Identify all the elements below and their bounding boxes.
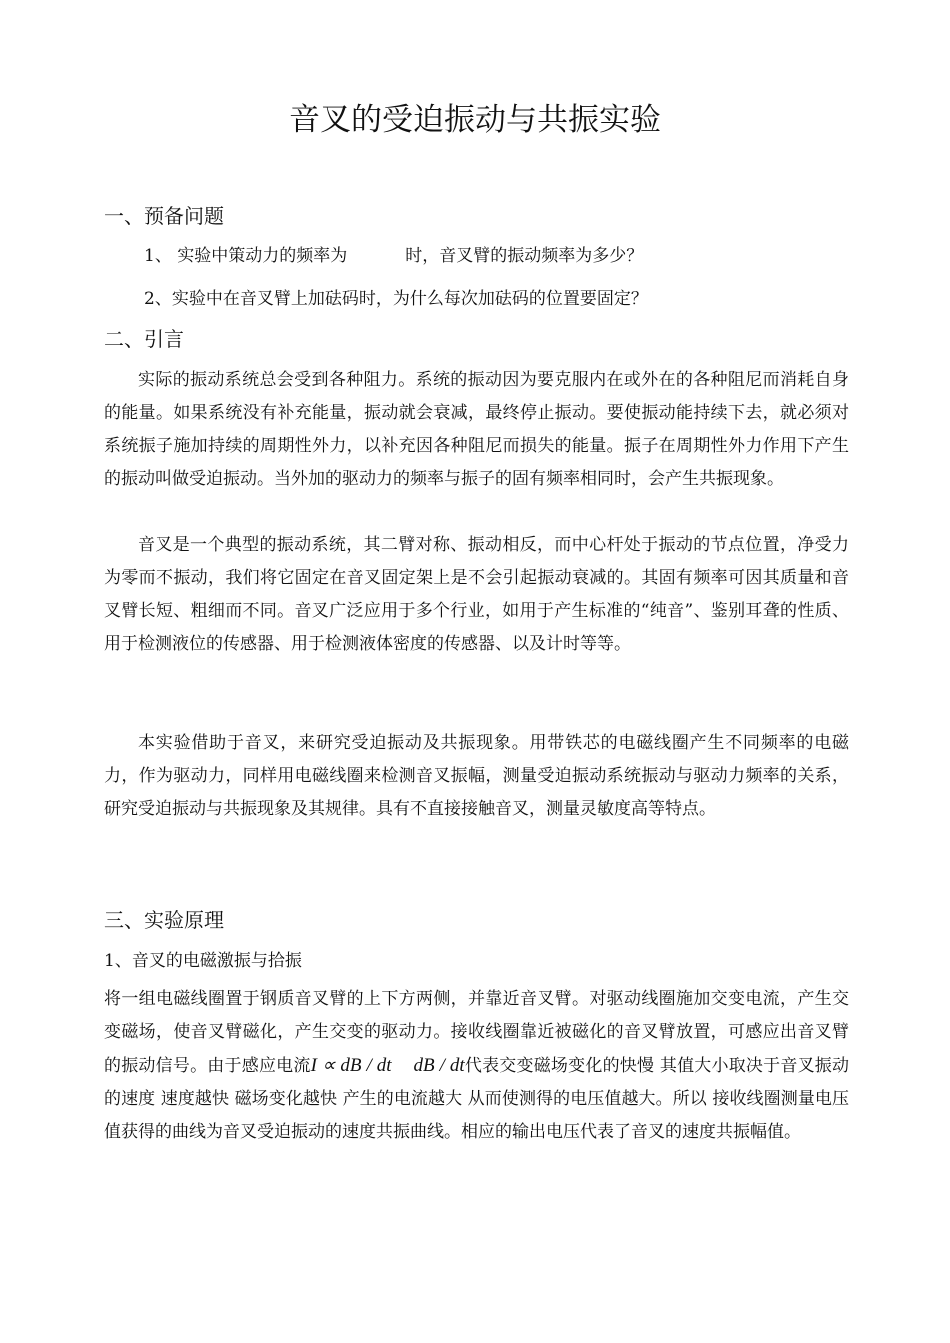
- subsection-heading-excitation: 1、音叉的电磁激振与拾振: [104, 951, 302, 971]
- question-1-part-b: 时，音叉臂的振动频率为多少？: [405, 246, 644, 266]
- principle-paragraph: [104, 983, 849, 1149]
- principle-text-after-formula: 代表交变磁场变化的快慢 其值大小取决于音叉振动的速度 速度越快 磁场变化越快 产生的电流越大 从而使测得的电压值越大。所以 接收线圈测量电压值获得的曲线为音叉受迫振动的速度共振曲线。相应的输出电压代表了音叉的速度共振幅值。: [104, 1056, 850, 1142]
- question-2: 2、实验中在音叉臂上加砝码时，为什么每次加砝码的位置要固定？: [144, 289, 648, 309]
- intro-paragraph-3: 本实验借助于音叉，来研究受迫振动及共振现象。用带铁芯的电磁线圈产生不同频率的电磁力，作为驱动力，同样用电磁线圈来检测音叉振幅，测量受迫振动系统振动与驱动力频率的关系，研究受迫振动与共振现象及其规律。具有不直接接触音叉，测量灵敏度高等特点。: [104, 733, 849, 819]
- intro-paragraph-2: 音叉是一个典型的振动系统，其二臂对称、振动相反，而中心杆处于振动的节点位置，净受力为零而不振动，我们将它固定在音叉固定架上是不会引起振动衰减的。其固有频率可因其质量和音叉臂长短、粗细而不同。音叉广泛应用于多个行业，如用于产生标准的“纯音”、鉴别耳聋的性质、用于检测液位的传感器、用于检测液体密度的传感器、以及计时等等。: [104, 535, 849, 654]
- page-title: 音叉的受迫振动与共振实验: [289, 102, 661, 138]
- principle-text-before-formula: 将一组电磁线圈置于钢质音叉臂的上下方两侧，并靠近音叉臂。对驱动线圈施加交变电流，产生交变磁场，使音叉臂磁化，产生交变的驱动力。接收线圈靠近被磁化的音叉臂放置，可感应出音叉臂的振动信号。由于感应电流: [104, 989, 849, 1076]
- question-1-part-a: 1、 实验中策动力的频率为: [144, 246, 348, 266]
- intro-paragraph-1: 实际的振动系统总会受到各种阻力。系统的振动因为要克服内在或外在的各种阻尼而消耗自身的能量。如果系统没有补充能量，振动就会衰减，最终停止振动。要使振动能持续下去，就必须对系统振子施加持续的周期性外力，以补充因各种阻尼而损失的能量。振子在周期性外力作用下产生的振动叫做受迫振动。当外加的驱动力的频率与振子的固有频率相同时，会产生共振现象。: [104, 370, 849, 489]
- induced-current-formula: I ∝ dB / dt: [310, 1055, 392, 1076]
- flux-change-rate-formula: dB / dt: [413, 1055, 465, 1076]
- question-1: [144, 243, 643, 269]
- section-heading-introduction: 二、引言: [104, 327, 184, 351]
- section-heading-preparatory-questions: 一、预备问题: [104, 204, 224, 228]
- section-heading-principle: 三、实验原理: [104, 908, 224, 932]
